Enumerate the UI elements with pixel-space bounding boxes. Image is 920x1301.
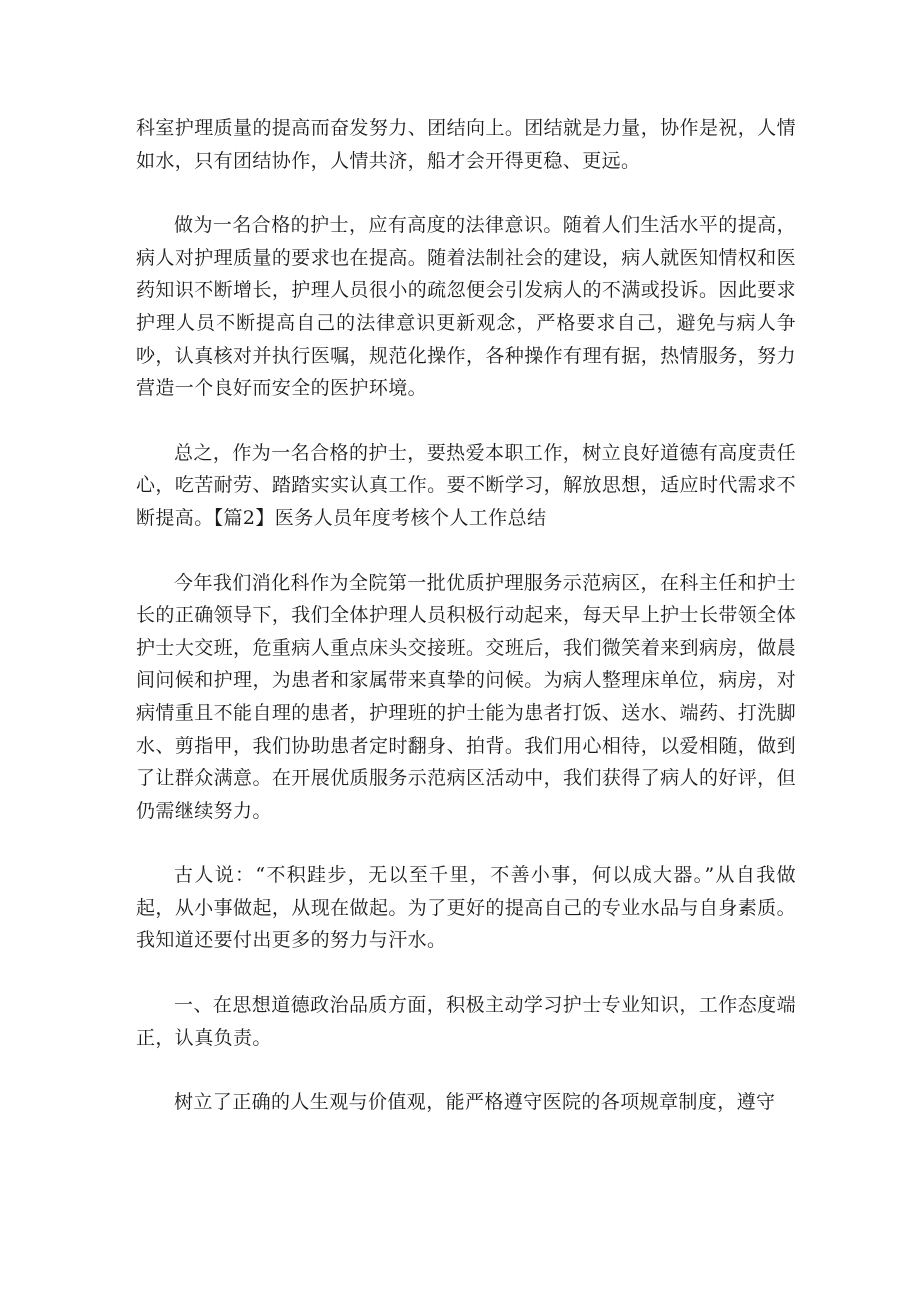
paragraph-2: 做为一名合格的护士，应有高度的法律意识。随着人们生活水平的提高，病人对护理质量的要求也在提高。随着法制社会的建设，病人就医知情权和医药知识不断增长，护理人员很小的疏忽便会引发病人的不满或投诉。因此要求护理人员不断提高自己的法律意识更新观念，严格要求自己，避免与病人争吵，认真核对并执行医嘱，规范化操作，各种操作有理有据，热情服务，努力营造一个良好而安全的医护环境。 [136, 214, 796, 400]
paragraph-7: 树立了正确的人生观与价值观，能严格遵守医院的各项规章制度，遵守 [174, 1091, 776, 1114]
document-body [136, 112, 796, 1119]
paragraph-6: 一、在思想道德政治品质方面，积极主动学习护士专业知识，工作态度端正，认真负责。 [136, 994, 796, 1049]
paragraph-3: 总之，作为一名合格的护士，要热爱本职工作，树立良好道德有高度责任心，吃苦耐劳、踏踏实实认真工作。要不断学习，解放思想，适应时代需求不断提高。【篇2】医务人员年度考核个人工作总结 [136, 441, 796, 529]
paragraph-5: 古人说：“不积跬步，无以至千里，不善小事，何以成大器。”从自我做起，从小事做起，从现在做起。为了更好的提高自己的专业水品与自身素质。我知道还要付出更多的努力与汗水。 [136, 864, 796, 952]
paragraph-1: 科室护理质量的提高而奋发努力、团结向上。团结就是力量，协作是祝，人情如水，只有团结协作，人情共济，船才会开得更稳、更远。 [136, 117, 796, 172]
paragraph-4: 今年我们消化科作为全院第一批优质护理服务示范病区，在科主任和护士长的正确领导下，我们全体护理人员积极行动起来，每天早上护士长带领全体护士大交班，危重病人重点床头交接班。交班后，我们微笑着来到病房，做晨间问候和护理，为患者和家属带来真挚的问候。为病人整理床单位，病房，对病情重且不能自理的患者，护理班的护士能为患者打饭、送水、端药、打洗脚水、剪指甲，我们协助患者定时翻身、拍背。我们用心相待，以爱相随，做到了让群众满意。在开展优质服务示范病区活动中，我们获得了病人的好评，但仍需继续努力。 [136, 571, 796, 822]
